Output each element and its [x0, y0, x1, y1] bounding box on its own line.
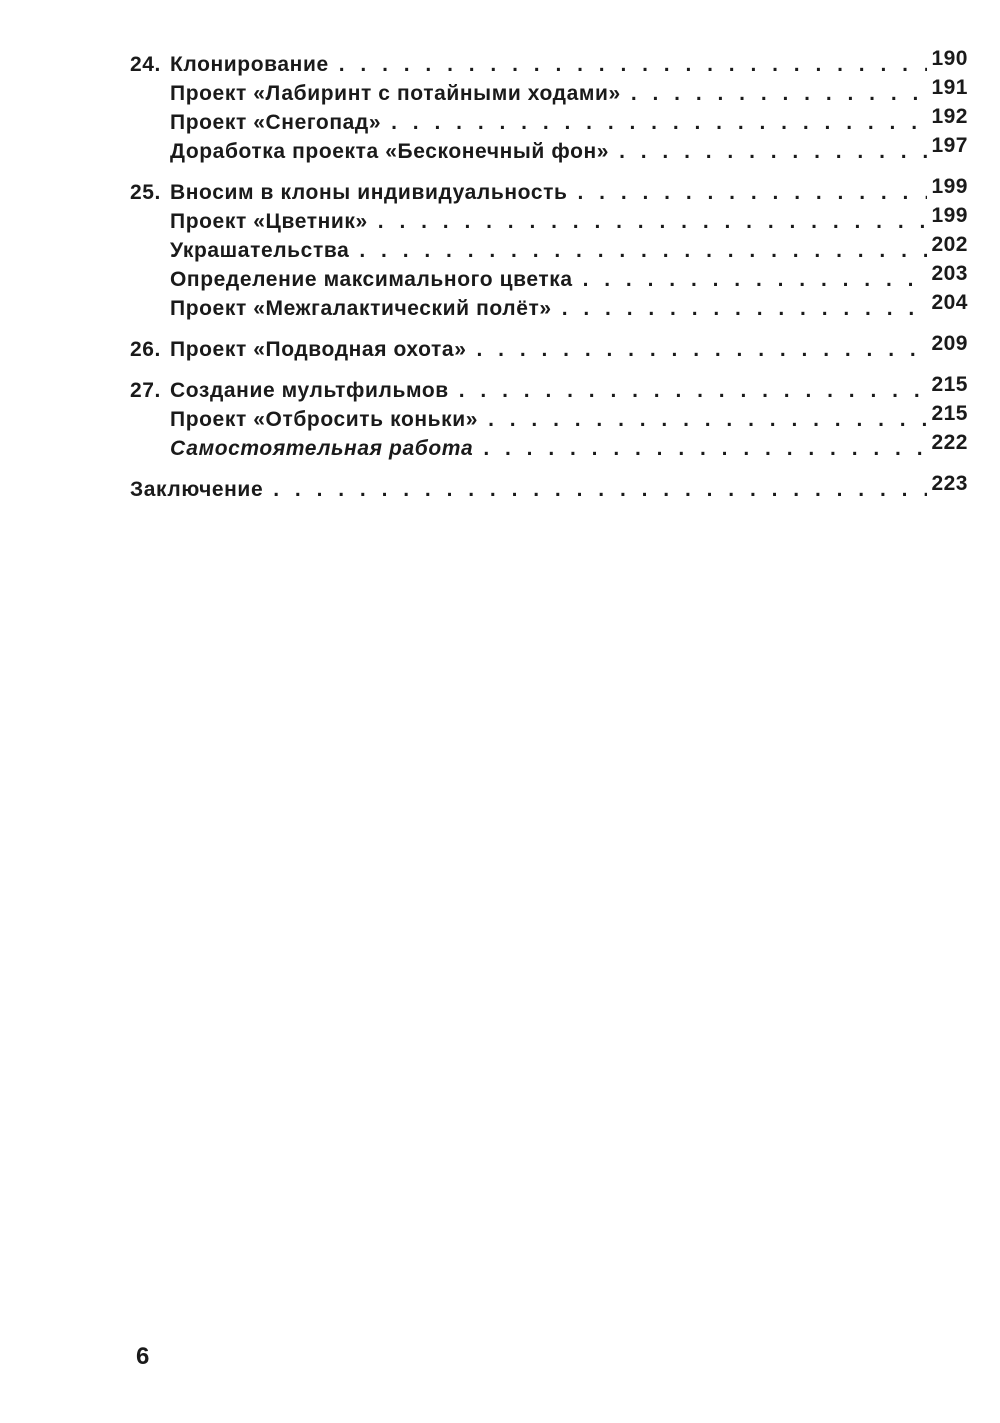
dot-leader: [359, 236, 927, 265]
toc-item-row[interactable]: [130, 402, 968, 434]
toc-chapter-row[interactable]: [130, 175, 968, 207]
dot-leader: [583, 265, 928, 294]
dot-leader: [273, 475, 927, 504]
toc-chapter-24: [130, 47, 968, 166]
toc-item-row[interactable]: [130, 233, 968, 265]
dot-leader: [477, 335, 928, 364]
item-page: 192: [931, 105, 968, 128]
conclusion-title: Заключение: [130, 478, 264, 501]
dot-leader: [631, 79, 928, 108]
chapter-title: Вносим в клоны индивидуальность: [170, 181, 568, 204]
toc-chapter-26: [130, 332, 968, 364]
toc-item-row[interactable]: [130, 76, 968, 108]
item-page: 204: [931, 291, 968, 314]
dot-leader: [578, 178, 928, 207]
dot-leader: [339, 50, 928, 79]
chapter-page: 199: [931, 175, 968, 198]
item-page: 215: [931, 402, 968, 425]
item-title: Определение максимального цветка: [170, 268, 573, 291]
toc-chapter-row[interactable]: [130, 332, 968, 364]
item-title: Проект «Межгалактический полёт»: [170, 297, 552, 320]
dot-leader: [459, 376, 928, 405]
toc-item-row[interactable]: [130, 134, 968, 166]
chapter-number: 25.: [130, 181, 161, 204]
item-page: 202: [931, 233, 968, 256]
chapter-number: 24.: [130, 53, 161, 76]
toc-item-row[interactable]: [130, 105, 968, 137]
item-title: Проект «Цветник»: [170, 210, 368, 233]
item-page: 203: [931, 262, 968, 285]
chapter-number: 26.: [130, 338, 161, 361]
toc-item-row[interactable]: [130, 291, 968, 323]
item-title: Доработка проекта «Бесконечный фон»: [170, 140, 610, 163]
toc-item-row[interactable]: [130, 204, 968, 236]
chapter-page: 215: [931, 373, 968, 396]
dot-leader: [378, 207, 928, 236]
chapter-title: Проект «Подводная охота»: [170, 338, 467, 361]
dot-leader: [562, 294, 928, 323]
table-of-contents: [130, 47, 968, 516]
toc-item-row[interactable]: [130, 262, 968, 294]
item-page: 191: [931, 76, 968, 99]
item-title: Украшательства: [170, 239, 350, 262]
page-number: 6: [136, 1343, 150, 1370]
toc-chapter-25: [130, 175, 968, 323]
item-page: 222: [931, 431, 968, 454]
chapter-number: 27.: [130, 379, 161, 402]
dot-leader: [619, 137, 927, 166]
item-page: 199: [931, 204, 968, 227]
dot-leader: [488, 405, 927, 434]
toc-chapter-row[interactable]: [130, 47, 968, 79]
item-page: 197: [931, 134, 968, 157]
chapter-title: Клонирование: [170, 53, 329, 76]
conclusion-page: 223: [931, 472, 968, 495]
chapter-page: 190: [931, 47, 968, 70]
toc-conclusion-row[interactable]: [130, 472, 968, 504]
toc-conclusion: [130, 472, 968, 504]
toc-chapter-row[interactable]: [130, 373, 968, 405]
toc-chapter-27: [130, 373, 968, 463]
item-title: Проект «Отбросить коньки»: [170, 408, 479, 431]
toc-item-row[interactable]: [130, 431, 968, 463]
dot-leader: [391, 108, 927, 137]
dot-leader: [483, 434, 927, 463]
item-title: Самостоятельная работа: [170, 437, 474, 460]
item-title: Проект «Лабиринт с потайными ходами»: [170, 82, 621, 105]
chapter-page: 209: [931, 332, 968, 355]
item-title: Проект «Снегопад»: [170, 111, 382, 134]
chapter-title: Создание мультфильмов: [170, 379, 449, 402]
